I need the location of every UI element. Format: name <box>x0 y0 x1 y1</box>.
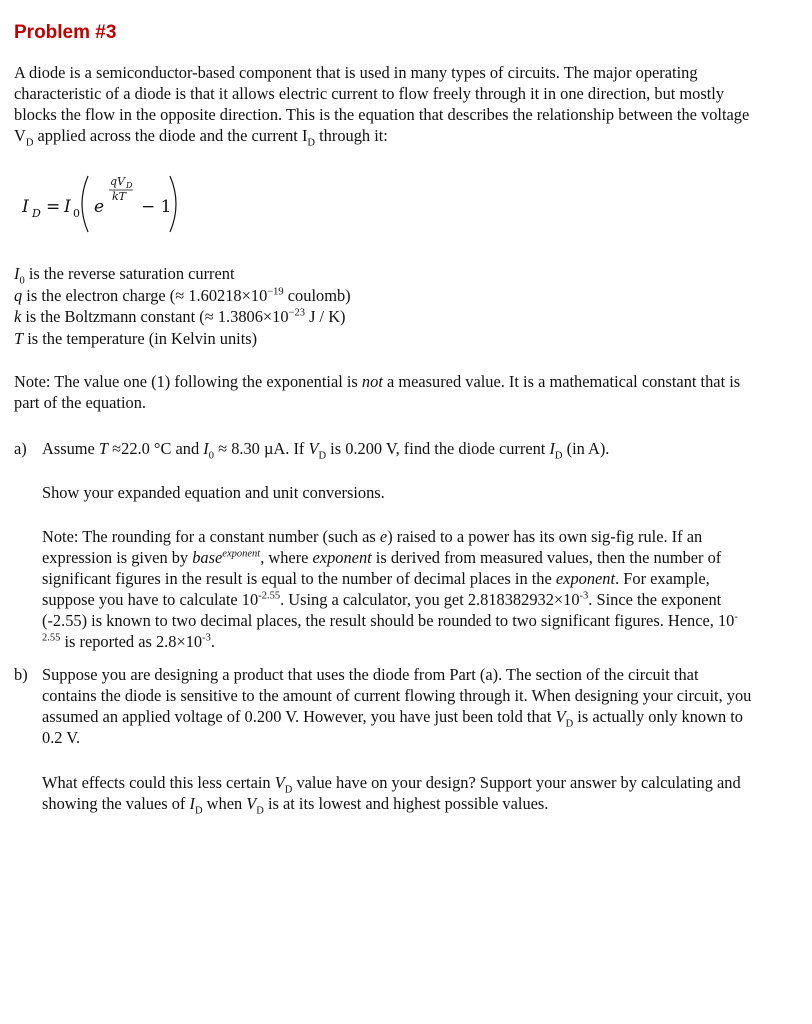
part-b-scenario: Suppose you are designing a product that uses the diode from Part (a). The section of the circuit that contains the diode is sensitive to the amount of current flowing through it. When designing your circuit, you assumed an applied voltage of 0.200 V. However, you have just been told that $V_D$ is actually only known to 0.2 V. <box>42 665 752 747</box>
eq-minus-one: − 1 <box>141 197 172 217</box>
def-k: k is the Boltzmann constant (≈ $1.3806\times 10^{-23}$ J / K) <box>14 307 346 326</box>
def-t: T is the temperature (in Kelvin units) <box>14 328 258 348</box>
eq-exp-den: kT <box>112 190 127 203</box>
eq-i0-sub: 0 <box>73 207 80 220</box>
part-b-question: What effects could this less certain $V_D$ value have on your design? Support your answer by calculating and showing the values of $I_D$ when $V_D$ is at its lowest and highest possible values. <box>42 773 741 817</box>
def-q: q is the electron charge (≈ $1.60218\times 10^{-19}$ coulomb) <box>14 285 351 305</box>
eq-exp-num: qV <box>110 175 125 188</box>
eq-equals: = <box>46 197 61 217</box>
part-a-question: Assume T ≈22.0 °C and $I_0 \approx 8.30$ µA. If $V_D$ is 0.200 V, find the diode current $I_D$ (in A). <box>42 439 610 462</box>
diode-equation <box>20 168 220 240</box>
eq-lhs: I <box>22 197 29 217</box>
eq-lhs-sub: D <box>32 207 41 220</box>
symbol-definitions <box>14 263 351 349</box>
eq-e: e <box>94 197 105 217</box>
part-a-sigfig-note: Note: The rounding for a constant number (such as e) raised to a power has its own sig-fig rule. If an expression is given by base$^{exponent}$, where exponent is derived from measured values, then the number of significant figures in the result is equal to the number of decimal places in the exponent. For example, suppose you have to calculate $10^{-2.55}$. Using a calculator, you get $2.818382932\times 10^{-3}$. Since the exponent (-2.55) is known to two decimal places, the result should be rounded to two significant figures. Hence, $10^{-2.55}$ is reported as $2.8\times 10^{-3}$. <box>42 527 738 651</box>
eq-i0: I <box>64 197 71 217</box>
intro-paragraph: A diode is a semiconductor-based component that is used in many types of circuits. The major operating characteristic of a diode is that it allows electric current to flow freely through it in one direction, but mostly blocks the flow in the opposite direction. This is the equation that describes the relationship between the voltage $V_D$ applied across the diode and the current $I_D$ through it: <box>14 63 750 149</box>
part-a-show-instruction: Show your expanded equation and unit conversions. <box>42 483 385 502</box>
eq-exp-num-sub: D <box>126 181 133 190</box>
eq-left-paren <box>82 176 88 232</box>
note-constant: Note: The value one (1) following the exponential is not a measured value. It is a mathematical constant that is part of the equation. <box>14 372 741 412</box>
part-a-label: a) <box>14 439 27 458</box>
problem-title: Problem #3 <box>14 22 117 43</box>
part-b-label: b) <box>14 665 28 684</box>
def-i0: $I_0$ is the reverse saturation current <box>14 264 235 287</box>
